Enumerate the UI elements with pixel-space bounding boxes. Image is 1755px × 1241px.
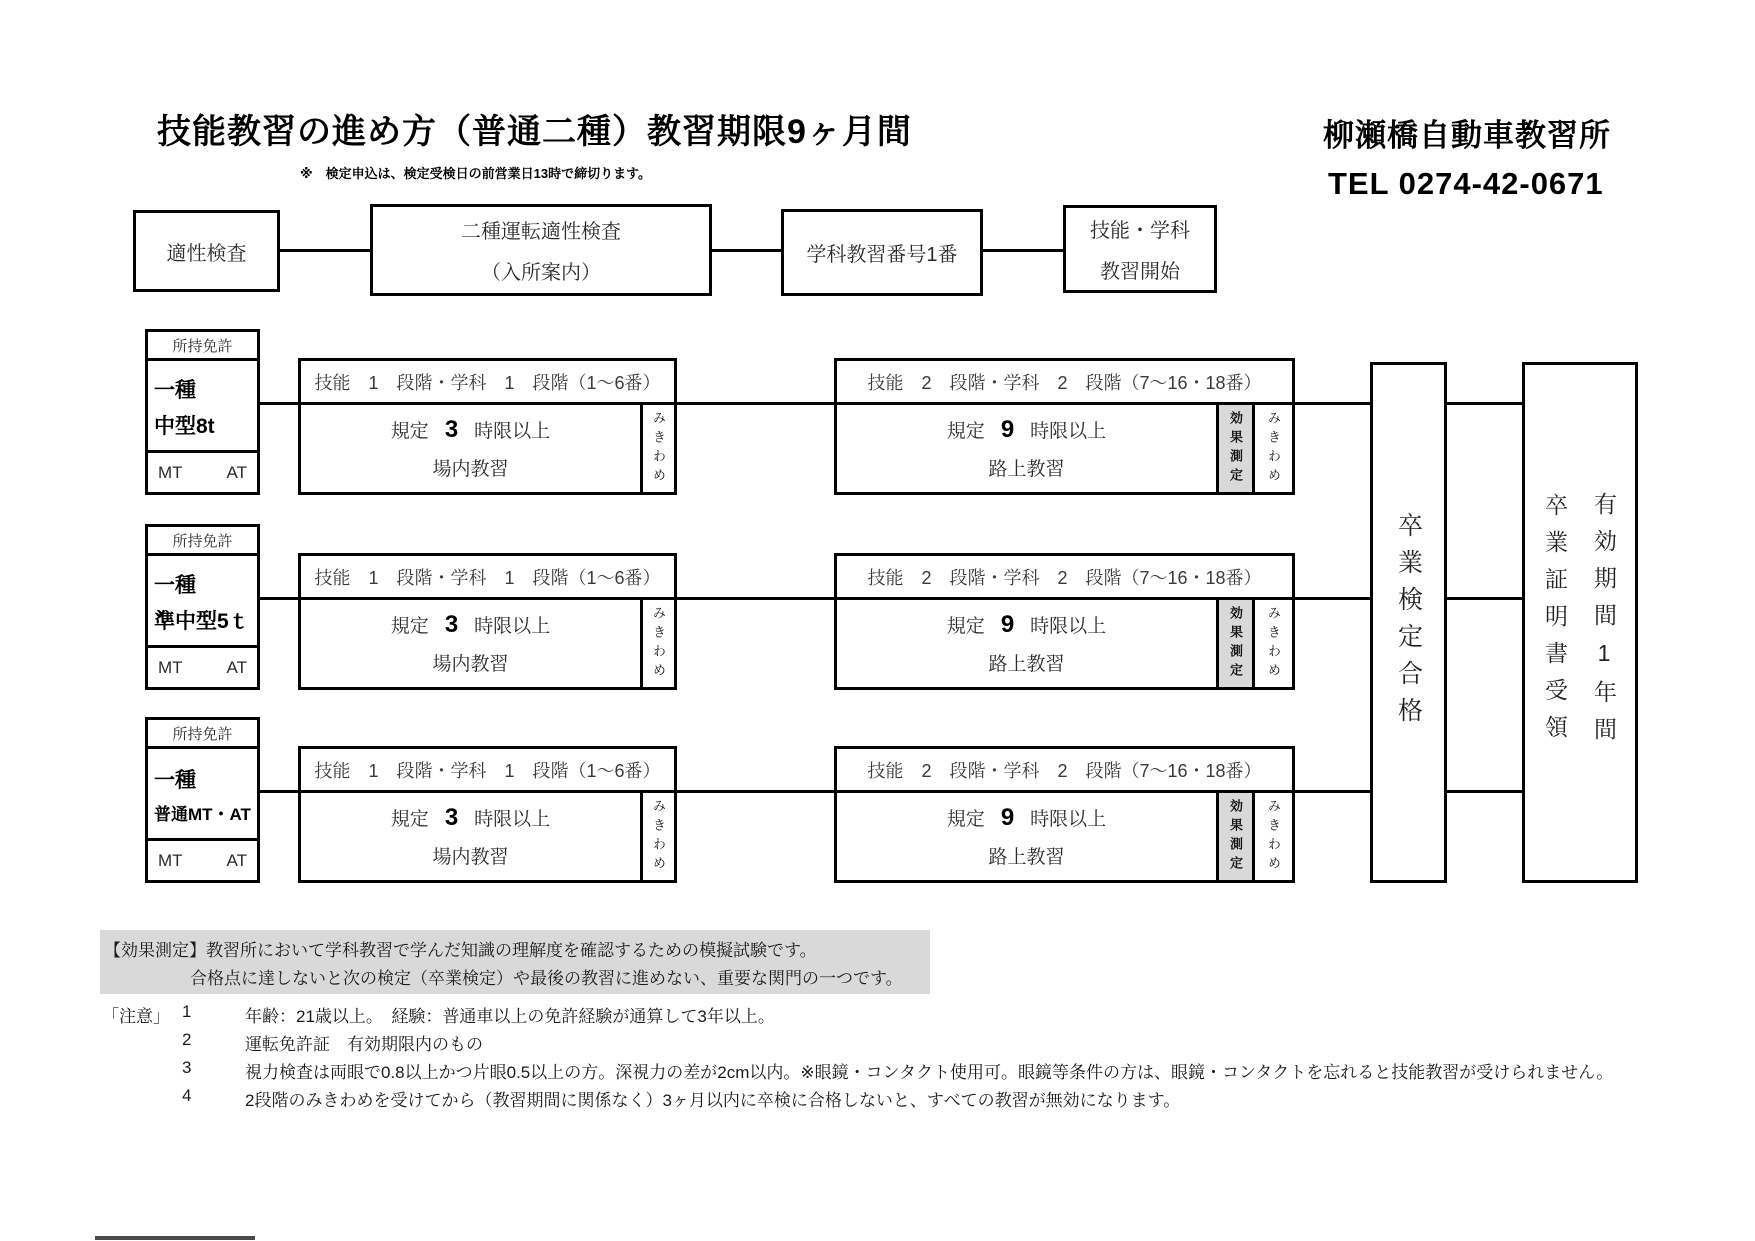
mikiwame-column: みきわめ	[1252, 600, 1292, 687]
license-line1: 一種	[154, 379, 196, 403]
kouka-sokutei-column: 効果測定	[1216, 405, 1252, 492]
kouka-sokutei-column: 効果測定	[1216, 600, 1252, 687]
stage2-rule	[947, 804, 1106, 832]
license-header: 所持免許	[148, 332, 257, 361]
caution-text: 視力検査は両眼で0.8以上かつ片眼0.5以上の方。深視力の差が2cm以内。※眼鏡・コンタクト使用可。眼鏡等条件の方は、眼鏡・コンタクトを忘れると技能教習が受けられません。	[245, 1063, 1614, 1082]
rule-hours: 9	[1000, 610, 1015, 638]
connector-line	[677, 402, 834, 405]
connector-line	[1447, 790, 1522, 793]
stage1-rule	[391, 804, 550, 832]
rule-suffix: 時限以上	[1030, 420, 1107, 442]
license-header: 所持免許	[148, 720, 257, 749]
flow-step-second-class-test	[370, 204, 712, 296]
school-phone: TEL 0274-42-0671	[1328, 166, 1604, 201]
license-box-futsu-mt-at	[145, 717, 260, 883]
transmission-cell	[148, 648, 257, 687]
stage1-rule	[391, 416, 550, 444]
flow-step-label-line2: 教習開始	[1100, 261, 1180, 283]
mt-label: MT	[158, 657, 183, 677]
stage1-box	[298, 746, 677, 883]
at-label: AT	[226, 657, 247, 677]
stage2-header: 技能 2 段階・学科 2 段階（7～16・18番）	[837, 556, 1292, 600]
deadline-note: ※ 検定申込は、検定受検日の前営業日13時で締切ります。	[300, 166, 652, 181]
caution-number: 1	[182, 1002, 192, 1021]
rule-prefix: 規定	[946, 808, 985, 830]
license-line2: 準中型5ｔ	[154, 609, 250, 633]
connector-line	[1447, 402, 1522, 405]
license-box-chugata8t	[145, 329, 260, 495]
certificate-content	[1539, 492, 1621, 754]
page-title: 技能教習の進め方（普通二種）教習期限9ヶ月間	[157, 113, 912, 151]
rule-prefix: 規定	[390, 420, 429, 442]
stage1-place: 場内教習	[432, 847, 509, 869]
kouka-note-line1	[104, 936, 817, 961]
stage2-body	[837, 600, 1292, 687]
connector-line	[1295, 790, 1370, 793]
stage2-box	[834, 553, 1295, 690]
rule-hours: 3	[444, 803, 459, 831]
stage1-rule	[391, 611, 550, 639]
license-line2: 普通MT・AT	[154, 804, 251, 824]
certificate-box	[1522, 362, 1638, 883]
stage1-content	[301, 793, 640, 880]
stage1-box	[298, 358, 677, 495]
rule-prefix: 規定	[390, 615, 429, 637]
stage1-content	[301, 405, 640, 492]
license-line1: 一種	[154, 768, 196, 792]
rule-suffix: 時限以上	[474, 808, 551, 830]
transmission-cell	[148, 841, 257, 880]
caution-text: 年齢：21歳以上。 経験：普通車以上の免許経験が通算して3年以上。	[245, 1007, 775, 1026]
flow-step-label: 適性検査	[166, 242, 247, 265]
kouka-sokutei-column: 効果測定	[1216, 793, 1252, 880]
scan-artifact	[95, 1236, 255, 1240]
flow-step-lecture-no1	[781, 209, 983, 296]
flow-step-label-line1: 技能・学科	[1090, 220, 1190, 242]
flow-step-training-start	[1063, 205, 1217, 293]
stage2-content	[837, 793, 1216, 880]
stage2-rule	[947, 611, 1106, 639]
caution-label: 「注意」	[102, 1007, 170, 1026]
stage2-place: 路上教習	[988, 847, 1065, 869]
connector-line	[260, 597, 298, 600]
stage1-header: 技能 1 段階・学科 1 段階（1～6番）	[301, 361, 674, 405]
license-box-junchugata5t	[145, 524, 260, 690]
connector-line	[260, 402, 298, 405]
flow-step-aptitude-test	[133, 210, 280, 292]
rule-prefix: 規定	[946, 615, 985, 637]
stage2-rule	[947, 416, 1106, 444]
school-name: 柳瀬橋自動車教習所	[1323, 118, 1611, 153]
certificate-label: 卒業証明書受領	[1542, 493, 1568, 752]
mikiwame-column: みきわめ	[1252, 793, 1292, 880]
kouka-note-line2: 合格点に達しないと次の検定（卒業検定）や最後の教習に進めない、重要な関門の一つです。	[190, 969, 903, 988]
stage2-body	[837, 793, 1292, 880]
stage2-box	[834, 746, 1295, 883]
rule-suffix: 時限以上	[1030, 615, 1107, 637]
stage1-header: 技能 1 段階・学科 1 段階（1～6番）	[301, 749, 674, 793]
caution-text: 2段階のみきわめを受けてから（教習期間に関係なく）3ヶ月以内に卒検に合格しないと、すべての教習が無効になります。	[245, 1091, 1181, 1110]
graduation-exam-box	[1370, 362, 1447, 883]
license-header: 所持免許	[148, 527, 257, 556]
rule-prefix: 規定	[946, 420, 985, 442]
stage2-place: 路上教習	[988, 654, 1065, 676]
kouka-note-text: 教習所において学科教習で学んだ知識の理解度を確認するための模擬試験です。	[206, 941, 817, 960]
stage1-place: 場内教習	[432, 459, 509, 481]
connector-line	[677, 790, 834, 793]
connector-line	[280, 249, 370, 252]
stage1-content	[301, 600, 640, 687]
license-type	[148, 361, 257, 453]
rule-hours: 3	[444, 610, 459, 638]
caution-number: 2	[182, 1030, 192, 1049]
connector-line	[983, 249, 1063, 252]
flow-step-label-line1: 二種運転適性検査	[461, 221, 621, 243]
stage2-content	[837, 405, 1216, 492]
rule-suffix: 時限以上	[474, 420, 551, 442]
stage2-body	[837, 405, 1292, 492]
stage1-header: 技能 1 段階・学科 1 段階（1～6番）	[301, 556, 674, 600]
rule-suffix: 時限以上	[1030, 808, 1107, 830]
kouka-note-label: 【効果測定】	[104, 941, 206, 960]
stage1-body	[301, 405, 674, 492]
caution-number: 4	[182, 1086, 192, 1105]
rule-hours: 9	[1000, 415, 1015, 443]
flow-step-label-line2: （入所案内）	[481, 262, 601, 284]
graduation-exam-label: 卒業検定合格	[1394, 511, 1423, 734]
license-line2: 中型8t	[154, 414, 215, 438]
license-line1: 一種	[154, 574, 196, 598]
license-type	[148, 556, 257, 648]
stage2-header: 技能 2 段階・学科 2 段階（7～16・18番）	[837, 749, 1292, 793]
connector-line	[677, 597, 834, 600]
at-label: AT	[226, 850, 247, 870]
at-label: AT	[226, 462, 247, 482]
connector-line	[712, 249, 781, 252]
mt-label: MT	[158, 850, 183, 870]
stage2-place: 路上教習	[988, 459, 1065, 481]
flow-step-label: 学科教習番号1番	[806, 244, 958, 266]
mt-label: MT	[158, 462, 183, 482]
mikiwame-column: みきわめ	[1252, 405, 1292, 492]
connector-line	[1295, 597, 1370, 600]
connector-line	[260, 790, 298, 793]
transmission-cell	[148, 453, 257, 492]
caution-number: 3	[182, 1058, 192, 1077]
license-type	[148, 749, 257, 841]
validity-label: 有効期間1年間	[1591, 491, 1617, 754]
stage2-box	[834, 358, 1295, 495]
rule-prefix: 規定	[390, 808, 429, 830]
rule-hours: 9	[1000, 803, 1015, 831]
caution-text: 運転免許証 有効期限内のもの	[245, 1035, 483, 1054]
stage1-body	[301, 600, 674, 687]
mikiwame-column: みきわめ	[640, 793, 674, 880]
connector-line	[1447, 597, 1522, 600]
mikiwame-column: みきわめ	[640, 405, 674, 492]
mikiwame-column: みきわめ	[640, 600, 674, 687]
connector-line	[1295, 402, 1370, 405]
stage1-box	[298, 553, 677, 690]
stage2-content	[837, 600, 1216, 687]
stage1-body	[301, 793, 674, 880]
rule-suffix: 時限以上	[474, 615, 551, 637]
rule-hours: 3	[444, 415, 459, 443]
stage1-place: 場内教習	[432, 654, 509, 676]
stage2-header: 技能 2 段階・学科 2 段階（7～16・18番）	[837, 361, 1292, 405]
